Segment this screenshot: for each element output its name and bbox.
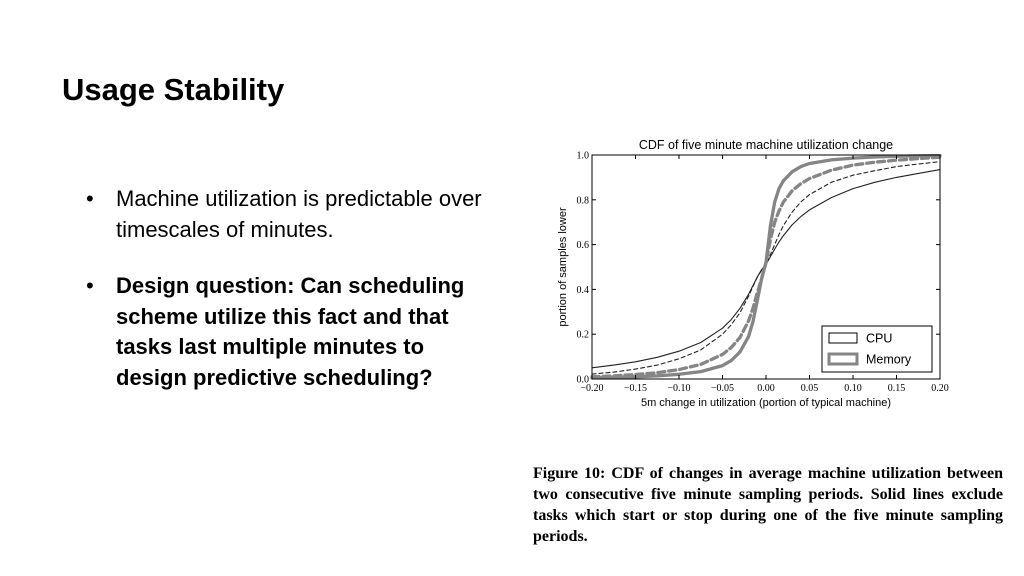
slide-title: Usage Stability: [62, 72, 285, 107]
x-tick-label: 0.10: [844, 383, 862, 394]
x-tick-label: −0.20: [580, 383, 604, 394]
x-tick-label: 0.00: [757, 383, 775, 394]
figure-caption: Figure 10: CDF of changes in average machine utilization between two consecutive five minute sampling periods. Solid lines exclude tasks which start or stop during one of the five minute sampling periods.: [533, 465, 1003, 545]
chart-title: CDF of five minute machine utilization change: [638, 138, 894, 152]
x-tick-label: −0.05: [710, 383, 735, 394]
y-tick-label: 0.0: [576, 374, 589, 386]
cdf-chart: [540, 130, 960, 415]
y-tick-label: 0.8: [576, 195, 589, 207]
bullet-dot-icon: •: [86, 273, 94, 298]
bullet-list: [86, 184, 496, 419]
y-tick-label: 0.6: [576, 240, 589, 252]
y-tick-label: 1.0: [576, 150, 589, 162]
x-tick-label: −0.10: [667, 383, 691, 394]
x-tick-label: 0.15: [887, 383, 906, 394]
x-axis-label: 5m change in utilization (portion of typical machine): [640, 397, 892, 409]
y-tick-label: 0.2: [576, 329, 589, 341]
x-tick-label: −0.15: [623, 383, 648, 394]
bullet-dot-icon: •: [86, 186, 94, 211]
bullet-item: [86, 271, 496, 393]
y-axis-label: portion of samples lower: [557, 207, 569, 327]
bullet-text: Machine utilization is predictable over timescales of minutes.: [116, 186, 482, 242]
y-tick-label: 0.4: [576, 284, 589, 296]
legend-label-memory: Memory: [866, 352, 912, 367]
x-tick-label: 0.05: [800, 383, 819, 394]
legend-label-cpu: CPU: [866, 331, 893, 346]
bullet-text: Design question: Can scheduling scheme utilize this fact and that tasks last multiple minutes to design predictive scheduling?: [116, 273, 465, 390]
bullet-item: [86, 184, 496, 245]
x-tick-label: 0.20: [931, 383, 949, 394]
